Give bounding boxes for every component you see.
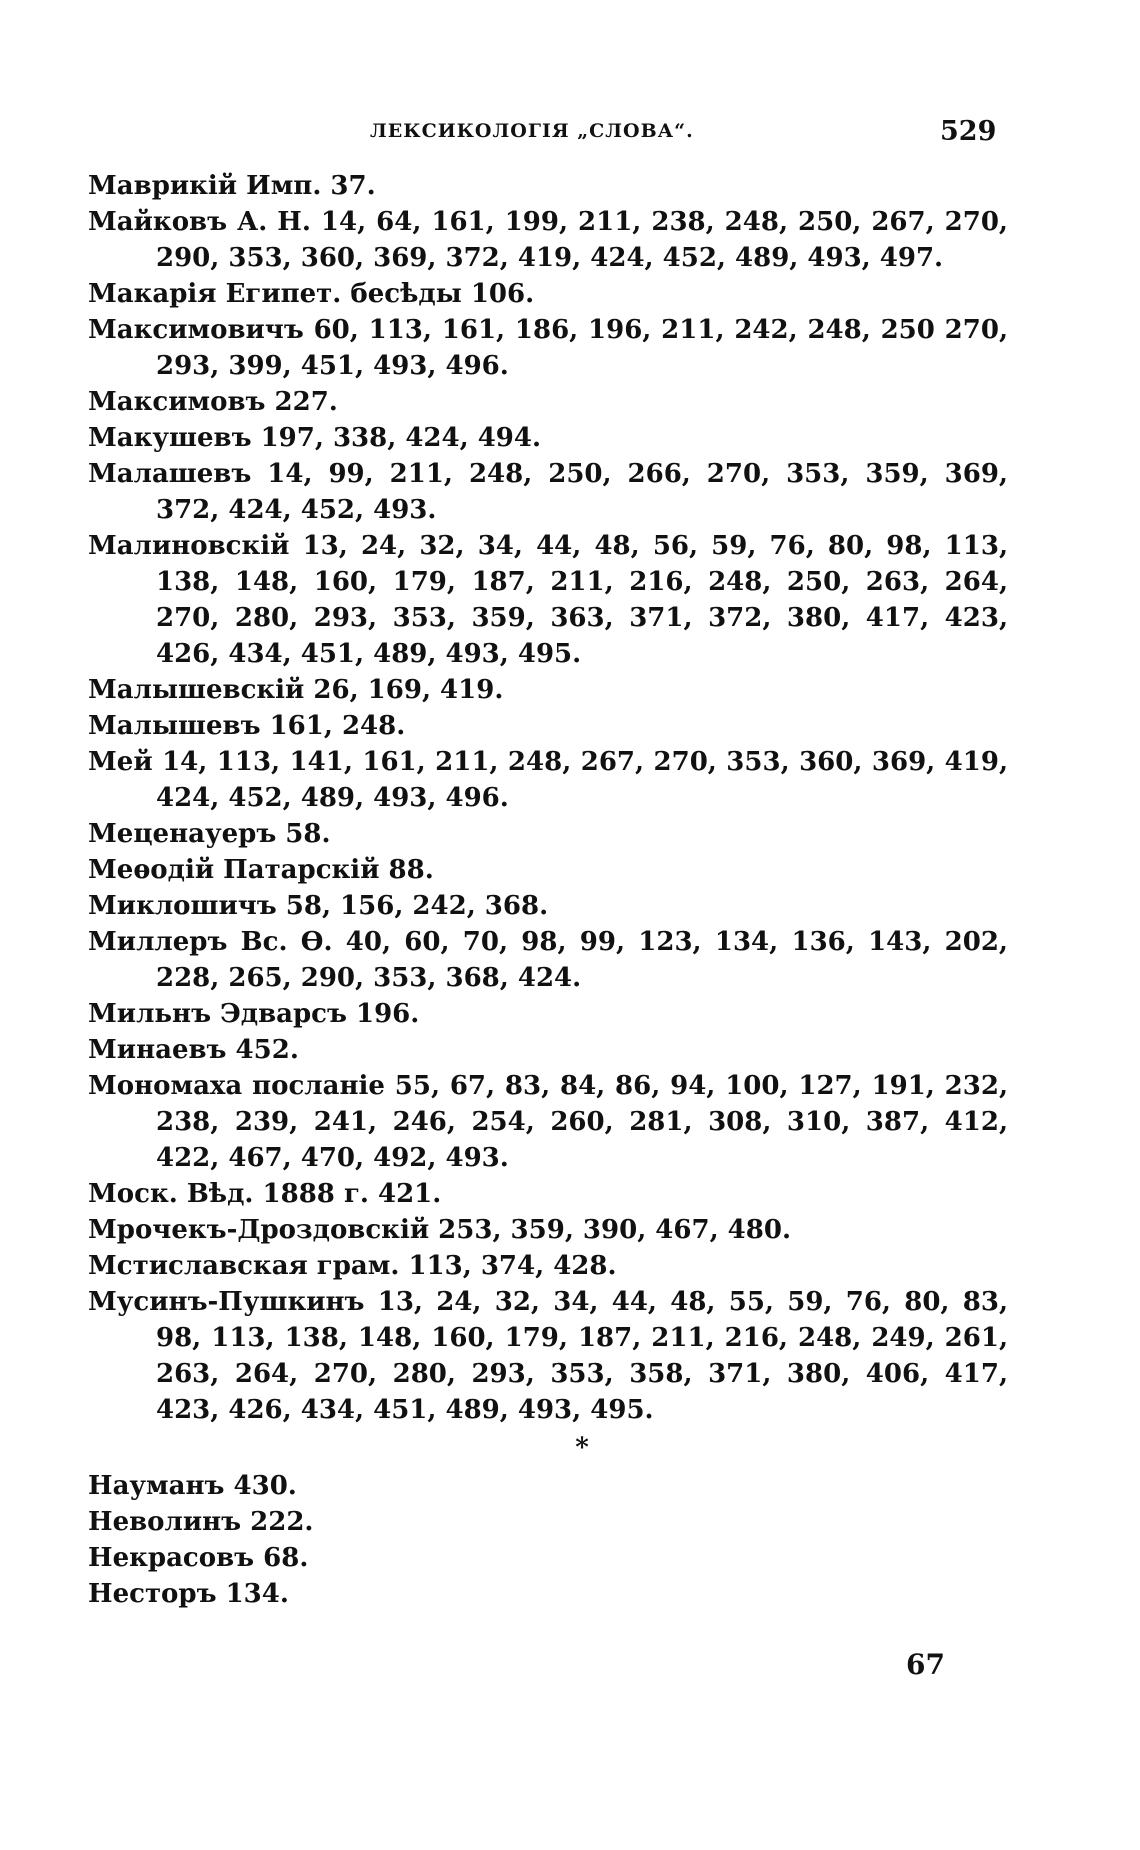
index-entry: Миллеръ Вс. Ѳ. 40, 60, 70, 98, 99, 123, 134, 136, 143, 202, 228, 265, 290, 353, 368, 424.: [88, 927, 1008, 993]
index-entry: Мильнъ Эдварсъ 196.: [88, 999, 420, 1029]
index-entry: Малышевскій 26, 169, 419.: [88, 675, 504, 705]
section-separator: *: [575, 1433, 589, 1463]
index-entry: Макарія Египет. бесѣды 106.: [88, 279, 535, 309]
index-entry: Малашевъ 14, 99, 211, 248, 250, 266, 270, 353, 359, 369, 372, 424, 452, 493.: [88, 459, 1008, 525]
index-entry: Некрасовъ 68.: [88, 1543, 309, 1573]
index-entry: Неволинъ 222.: [88, 1507, 314, 1537]
index-entry: Мономаха посланіе 55, 67, 83, 84, 86, 94, 100, 127, 191, 232, 238, 239, 241, 246, 254, 260, 281, 308, 310, 387, 412, 422, 467, 470, 492, 493.: [88, 1071, 1008, 1173]
index-entry: Максимовъ 227.: [88, 387, 338, 417]
signature-mark: 67: [906, 1648, 945, 1681]
index-entry: Науманъ 430.: [88, 1471, 297, 1501]
index-entry: Малиновскій 13, 24, 32, 34, 44, 48, 56, 59, 76, 80, 98, 113, 138, 148, 160, 179, 187, 211, 216, 248, 250, 263, 264, 270, 280, 293, 353, 359, 363, 371, 372, 380, 417, 423, 426, 434, 451, 489, 493, 495.: [88, 531, 1008, 669]
index-entry: Мей 14, 113, 141, 161, 211, 248, 267, 270, 353, 360, 369, 419, 424, 452, 489, 493, 496.: [88, 747, 1008, 813]
index-entry: Моск. Вѣд. 1888 г. 421.: [88, 1179, 442, 1209]
index-entry: Меѳодій Патарскій 88.: [88, 855, 434, 885]
index-entry: Маврикій Имп. 37.: [88, 171, 376, 201]
index-entry: Мрочекъ-Дроздовскій 253, 359, 390, 467, 480.: [88, 1215, 792, 1245]
index-entry: Несторъ 134.: [88, 1579, 289, 1609]
index-entry: Мстиславская грам. 113, 374, 428.: [88, 1251, 617, 1281]
index-entry: Максимовичъ 60, 113, 161, 186, 196, 211, 242, 248, 250 270, 293, 399, 451, 493, 496.: [88, 315, 1008, 381]
index-entries: [88, 168, 1008, 1612]
index-entry: Миклошичъ 58, 156, 242, 368.: [88, 891, 549, 921]
index-entry: Макушевъ 197, 338, 424, 494.: [88, 423, 542, 453]
index-entry: Мусинъ-Пушкинъ 13, 24, 32, 34, 44, 48, 55, 59, 76, 80, 83, 98, 113, 138, 148, 160, 179, 187, 211, 216, 248, 249, 261, 263, 264, 270, 280, 293, 353, 358, 371, 380, 406, 417, 423, 426, 434, 451, 489, 493, 495.: [88, 1287, 1008, 1425]
index-entry: Майковъ А. Н. 14, 64, 161, 199, 211, 238, 248, 250, 267, 270, 290, 353, 360, 369, 372, 419, 424, 452, 489, 493, 497.: [88, 207, 1008, 273]
index-entry: Минаевъ 452.: [88, 1035, 299, 1065]
index-entry: Малышевъ 161, 248.: [88, 711, 406, 741]
running-title: ЛЕКСИКОЛОГІЯ „СЛОВА“.: [370, 120, 694, 142]
index-entry: Меценауеръ 58.: [88, 819, 331, 849]
page-number: 529: [940, 116, 997, 147]
